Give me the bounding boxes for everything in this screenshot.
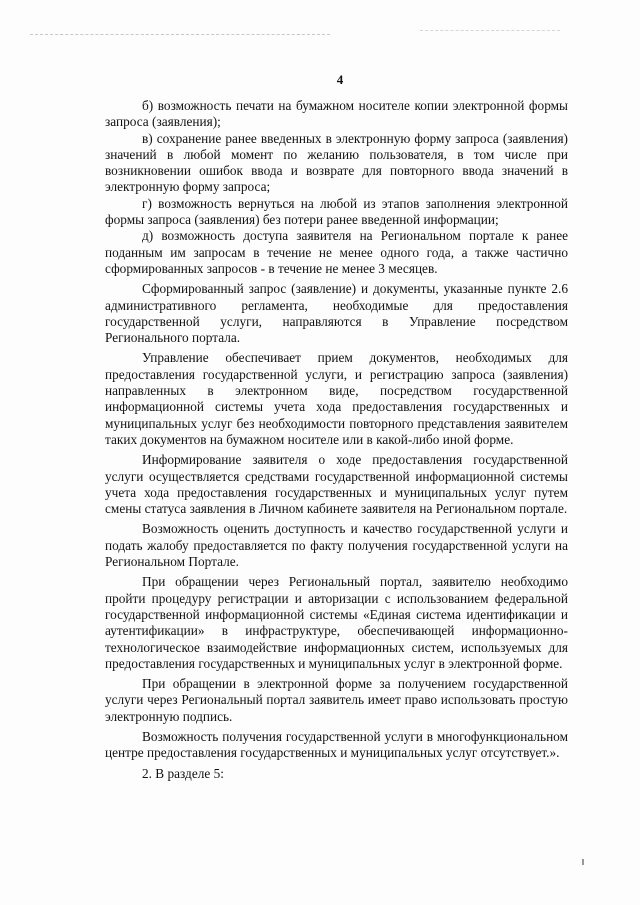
paragraph-quality-assessment: Возможность оценить доступность и качество государственной услуги и подать жалобу предоставляется по факту получения государственной услуги на Региональном Портале. — [105, 521, 568, 570]
scan-artifact-line — [420, 30, 560, 31]
paragraph-document-acceptance: Управление обеспечивает прием документов, необходимых для предоставления государственной услуги, и регистрацию запроса (заявления) направленных в электронном виде, посредством государственной информационной системы учета хода предоставления государственных и муниципальных услуг без необходимости повторного представления заявителем таких документов на бумажном носителе или в какой-либо иной форме. — [105, 350, 568, 447]
paragraph-electronic-signature: При обращении в электронной форме за получением государственной услуги через Региональный портал заявитель имеет право использовать простую электронную подпись. — [105, 676, 568, 724]
paragraph-section-5: 2. В разделе 5: — [142, 765, 224, 781]
paragraph-b: б) возможность печати на бумажном носителе копии электронной формы запроса (заявления); — [105, 98, 568, 130]
paragraph-g: г) возможность вернуться на любой из этапов заполнения электронной формы запроса (заявления) без потери ранее введенной информации; — [105, 195, 568, 228]
paragraph-mfc: Возможность получения государственной услуги в многофункциональном центре предоставления государственных и муниципальных услуг отсутствует.». — [105, 728, 568, 761]
scan-artifact-line — [30, 34, 330, 35]
paragraph-informing: Информирование заявителя о ходе предоставления государственной услуги осуществляется средствами государственной информационной системы учета хода предоставления государственных и муниципальных услуг путем смены статуса заявления в Личном кабинете заявителя на Региональном портале. — [105, 452, 568, 517]
paragraph-v: в) сохранение ранее введенных в электронную форму запроса (заявления) значений в любой момент по желанию пользователя, в том числе при возникновении ошибок ввода и возврате для повторного ввода значений в электронную форму запроса; — [105, 130, 568, 195]
document-body — [105, 98, 568, 782]
page-number: 4 — [336, 72, 344, 87]
paragraph-formed-request: Сформированный запрос (заявление) и документы, указанные пункте 2.6 административного регламента, необходимые для предоставления государственной услуги, направляются в Управление посредством Регионального портала. — [105, 281, 568, 346]
paragraph-d: д) возможность доступа заявителя на Региональном портале к ранее поданным им запросам в течение не менее одного года, а также частично сформированных запросов - в течение не менее 3 месяцев. — [105, 228, 568, 276]
paragraph-registration: При обращении через Региональный портал, заявителю необходимо пройти процедуру регистрации и авторизации с использованием федеральной государственной информационной системы «Единая система идентификации и аутентификации» в инфраструктуре, обеспечивающей информационно-технологическое взаимодействие информационных систем, используемых для предоставления государственных и муниципальных услуг в электронной форме. — [105, 574, 568, 671]
scan-artifact-mark — [582, 859, 584, 865]
